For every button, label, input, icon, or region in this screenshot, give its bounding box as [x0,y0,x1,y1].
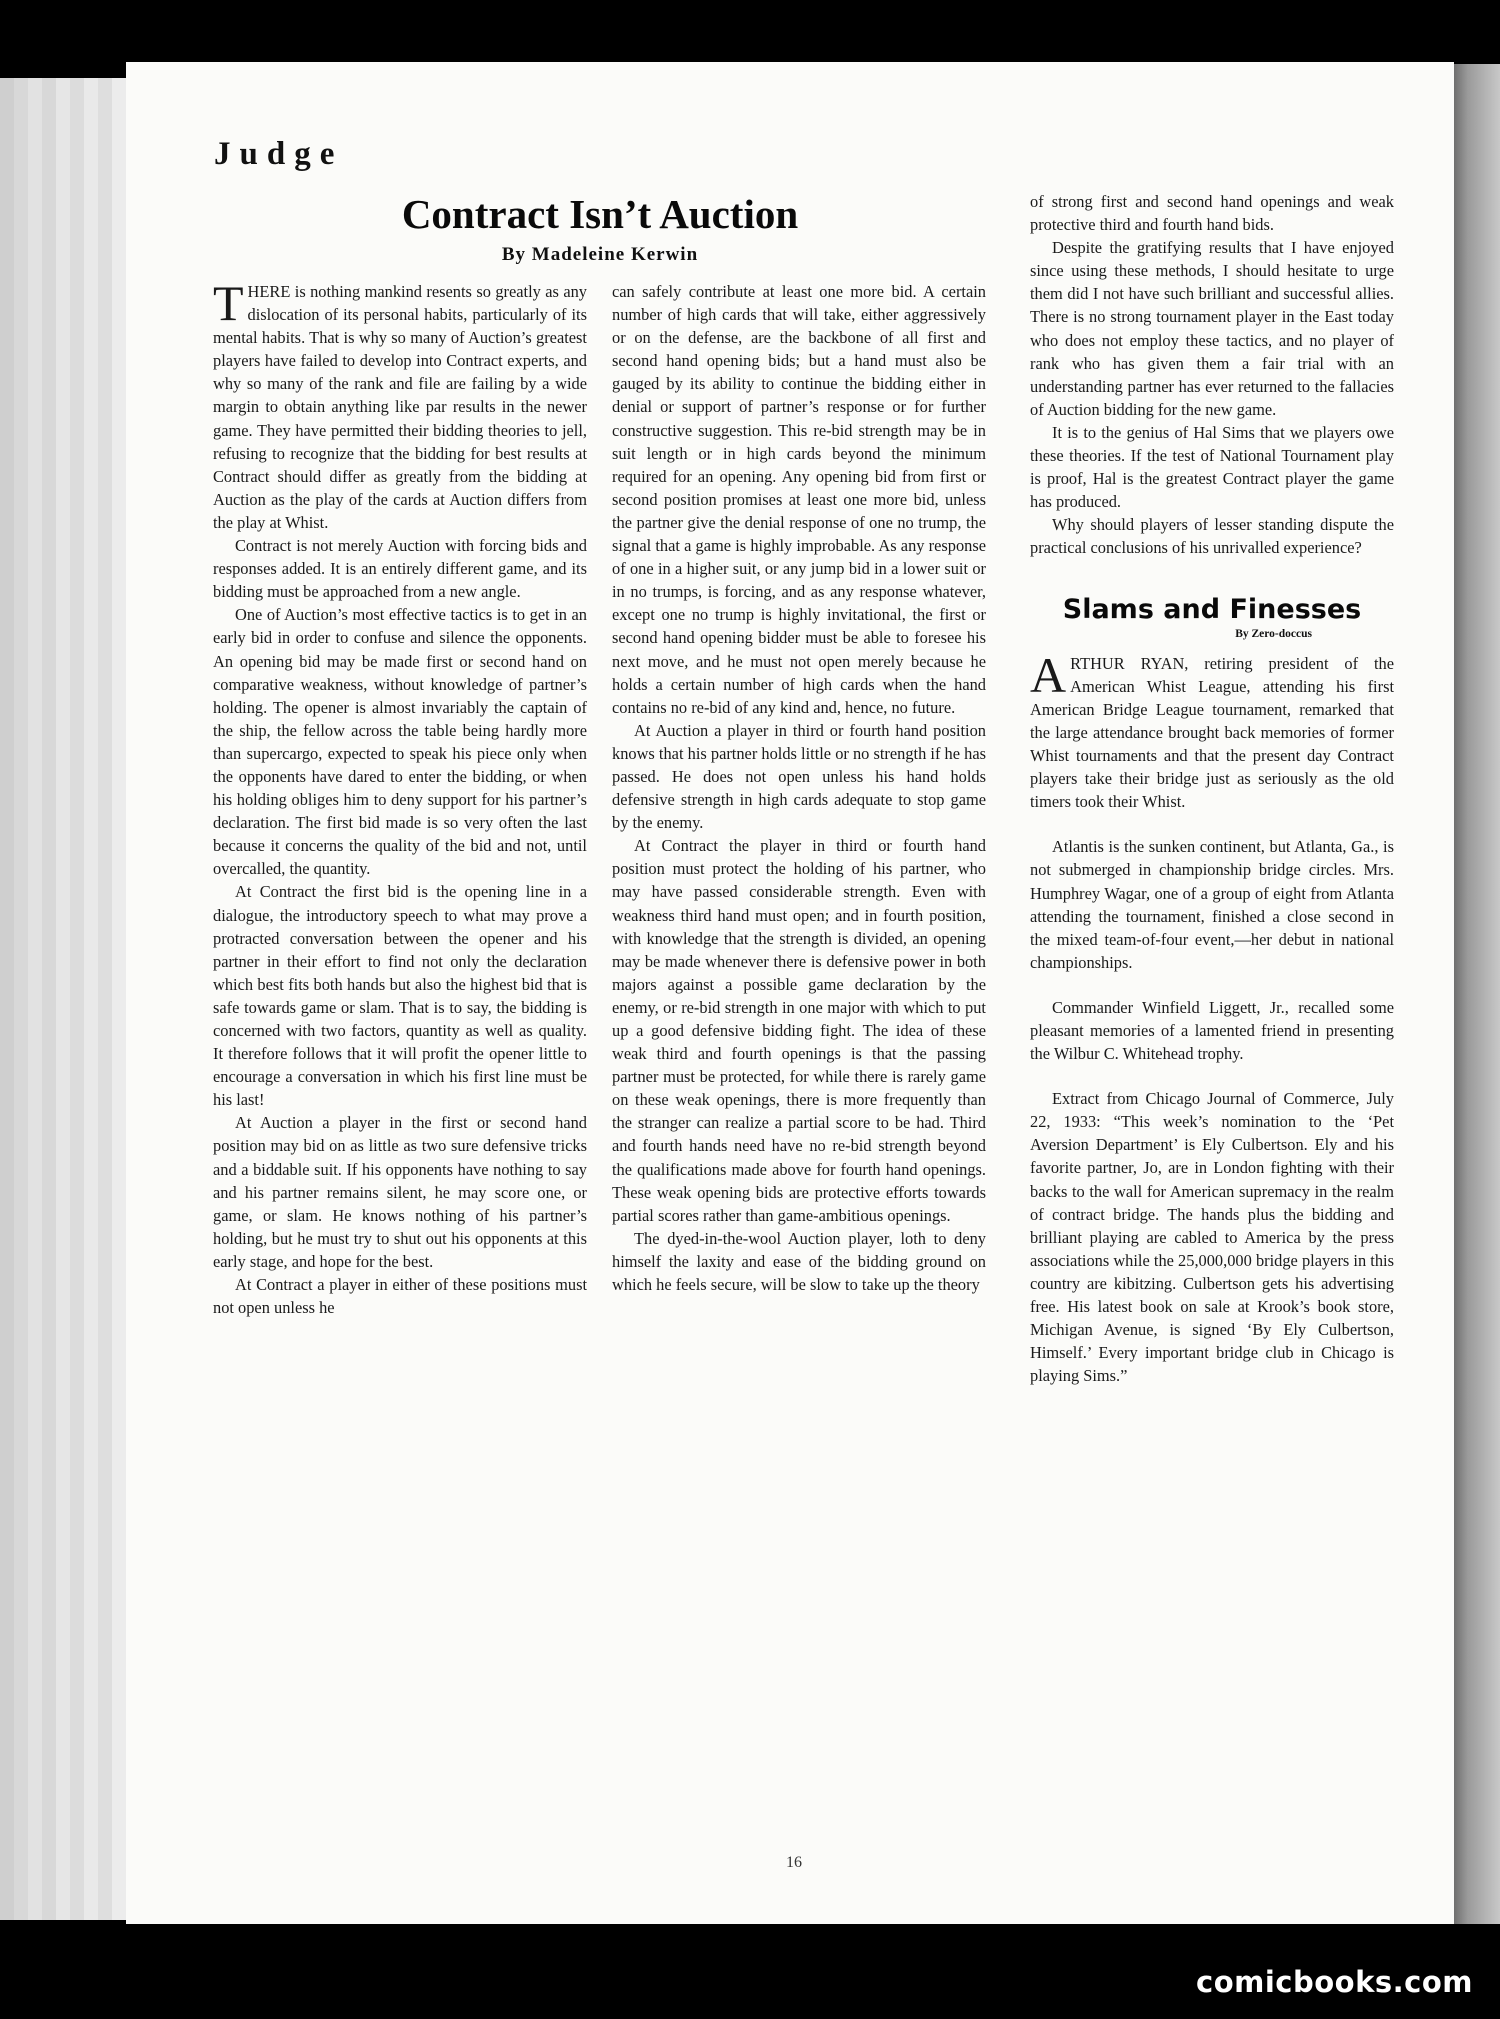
paragraph: The dyed-in-the-wool Auction player, loth to deny himself the laxity and ease of the bidding ground on which he feels secure, will be slow to take up the theory [612,1228,986,1295]
paragraph: can safely contribute at least one more bid. A certain number of high cards that will take, either aggressively or on the defense, are the backbone of all first and second hand opening bids; but a hand must also be gauged by its ability to continue the bidding either in denial or support of partner’s response or for further constructive suggestion. This re-bid strength may be in suit length or in high cards beyond the minimum required for an opening. Any opening bid from first or second position promises at least one more bid, unless the partner give the denial response of one no trump, the signal that a game is highly improbable. As any response of one in a higher suit, or any jump bid in a lower suit or in no trumps, is forcing, and as any response whatever, except one no trump is highly invitational, the first or second hand opening bidder must be able to foresee his next move, and he must not open merely because he holds a certain number of high cards when the hand contains no re-bid of any kind and, hence, no future. [612,282,986,717]
sidebar-title: Slams and Finesses [1062,593,1362,625]
article-title: Contract Isn’t Auction [401,191,799,237]
paragraph: At Auction a player in third or fourth hand position knows that his partner holds little or no strength if he has passed. He does not open unless his hand holds defensive strength in high cards adequate to stop game by the enemy. [612,720,986,833]
paragraph: THERE is nothing mankind resents so greatly as any dislocation of its personal habits, particularly of its mental habits. That is why so many of Auction’s greatest players have failed to develop into Contract experts, and why so many of the rank and file are failing by a wide margin to obtain anything like par results in the newer game. They have permitted their bidding theories to jell, refusing to recognize that the bidding for best results at Contract should differ as greatly from the bidding at Auction as the play of the cards at Auction differs from the play at Whist. [213,275,587,532]
page-number: 16 [786,1854,802,1871]
article-column-2 [612,280,986,1296]
masthead: Judge [214,136,344,172]
paragraph: ARTHUR RYAN, retiring president of the American Whist League, attending his first American Bridge League tournament, remarked that the large attendance brought back memories of former Whist tournaments and that the present day Contract players take their bridge just as seriously as the old timers took their Whist. [1030,646,1394,812]
article-column-1 [213,275,587,1319]
paragraph: At Contract the player in third or fourth hand position must protect the holding of his partner, who may have passed considerable strength. Even with weakness third hand must open; and in fourth position, with knowledge that the strength is divided, an opening may be made whenever there is defensive power in both majors against a possible game declaration by the enemy, or re-bid strength in one major with which to put up a good defensive bidding fight. The idea of these weak third and fourth openings is that the passing partner must be protected, for while there is rarely game on these weak openings, there is more frequently than the stranger can realize a partial score to be had. Third and fourth hands need have no re-bid strength beyond the qualifications made above for fourth hand openings. These weak opening bids are protective efforts towards partial scores rather than game-ambitious openings. [612,836,986,1225]
paragraph: At Contract a player in either of these positions must not open unless he [213,1275,587,1318]
drop-cap: T [213,275,244,331]
paragraph: At Contract the first bid is the opening line in a dialogue, the introductory speech to what may prove a protracted conversation between the opener and his partner in their effort to find not only the declaration which best fits both hands but also the highest bid that is safe towards game or slam. That is to say, the bidding is concerned with two factors, quantity as well as quality. It therefore follows that it will profit the opener little to encourage a conversation in which his first line must be his last! [213,882,587,1110]
page-edges [0,78,140,1920]
magazine-page [126,62,1454,1924]
paragraph: Extract from Chicago Journal of Commerce, July 22, 1933: “This week’s nomination to the ‘Pet Aversion Department’ is Ely Culbertson. Ely and his favorite partner, Jo, are in London fighting with their backs to the wall for American supremacy in the realm of contract bridge. The hands plus the bidding and brilliant playing are cabled to America by the press associations while the 25,000,000 bridge players in this country are kibitzing. Culbertson gets his advertising free. His latest book on sale at Krook’s book store, Michigan Avenue, is signed ‘By Ely Culbertson, Himself.’ Every important bridge club in Chicago is playing Sims.” [1030,1089,1394,1386]
paragraph: Why should players of lesser standing dispute the practical conclusions of his unrivalled experience? [1030,515,1394,558]
article-column-3 [1030,190,1394,1387]
book-spine-edge [1446,64,1500,1924]
drop-cap: A [1030,646,1067,703]
paragraph: Atlantis is the sunken continent, but Atlanta, Ga., is not submerged in championship bridge circles. Mrs. Humphrey Wagar, one of a group of eight from Atlanta attending the tournament, finished a close second in the mixed team-of-four event,—her debut in national championships. [1030,837,1394,972]
paragraph: Commander Winfield Liggett, Jr., recalled some pleasant memories of a lamented friend in presenting the Wilbur C. Whitehead trophy. [1030,997,1394,1064]
watermark: comicbooks.com [1196,1965,1473,1999]
paragraph: It is to the genius of Hal Sims that we players owe these theories. If the test of National Tournament play is proof, Hal is the greatest Contract player the game has produced. [1030,422,1394,512]
paragraph: of strong first and second hand openings and weak protective third and fourth hand bids. [1030,192,1394,235]
paragraph: One of Auction’s most effective tactics is to get in an early bid in order to confuse and silence the opponents. An opening bid may be made first or second hand on comparative weakness, without knowledge of partner’s holding. The opener is almost invariably the captain of the ship, the fellow across the table being hardly more than supercargo, expected to speak his piece only when the opponents have dared to enter the bidding, or when his holding obliges him to deny support for his partner’s declaration. The first bid made is so very often the last because it concerns the quality of the bid and not, until overcalled, the quantity. [213,605,587,879]
sidebar-byline: By Zero-doccus [1235,627,1312,640]
paragraph: Contract is not merely Auction with forcing bids and responses added. It is an entirely different game, and its bidding must be approached from a new angle. [213,536,587,602]
paragraph: At Auction a player in the first or second hand position may bid on as little as two sure defensive tricks and a biddable suit. If his opponents have nothing to say and his partner remains silent, he may score one, or game, or slam. He knows nothing of his partner’s holding, but he must try to shut out his opponents at this early stage, and hope for the best. [213,1113,587,1271]
article-byline: By Madeleine Kerwin [501,244,699,265]
paragraph: Despite the gratifying results that I have enjoyed since using these methods, I should hesitate to urge them did I not have such brilliant and successful allies. There is no strong tournament player in the East today who does not employ these tactics, and no player of rank who has given them a fair trial with an understanding partner has ever returned to the fallacies of Auction bidding for the new game. [1030,238,1394,419]
